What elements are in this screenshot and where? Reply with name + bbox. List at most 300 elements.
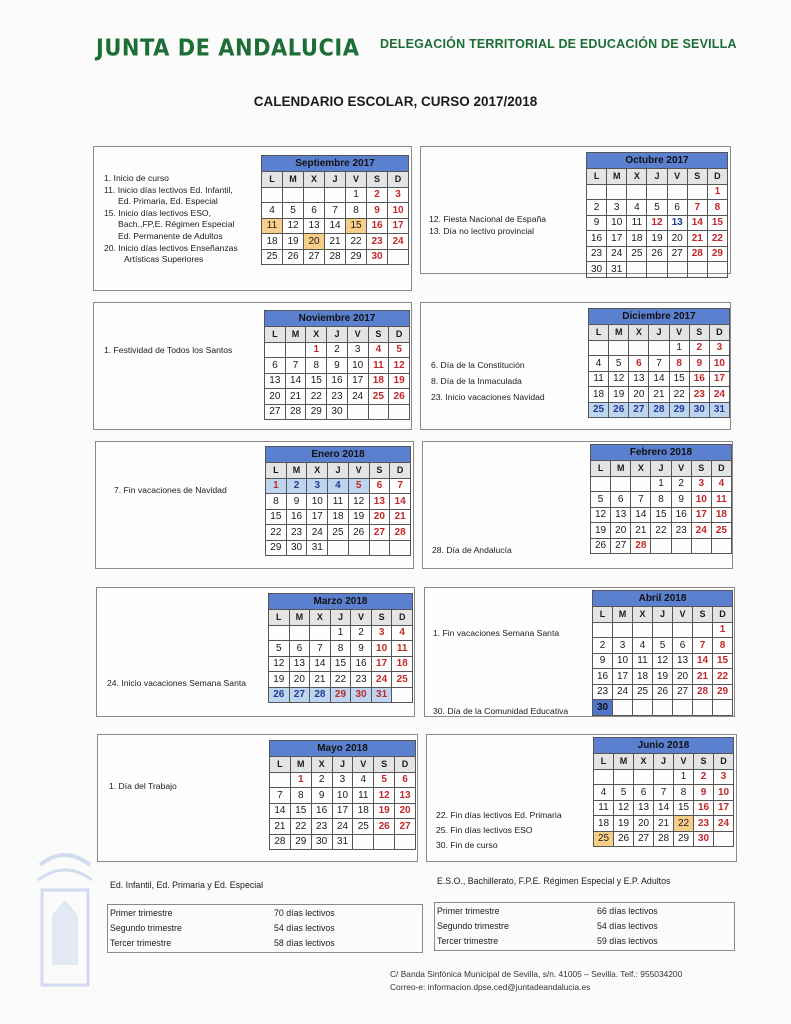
weekday-header: L [270,757,291,773]
day-cell: 20 [395,803,416,819]
day-cell: 7 [270,788,291,804]
note: 20. Inicio días lectivos Enseñanzas [104,242,238,253]
note: 1. Inicio de curso [104,173,169,183]
day-cell: 22 [330,672,351,688]
day-cell: 21 [649,387,669,403]
watermark-emblem [30,845,100,995]
day-cell: 30 [327,404,348,420]
day-cell: 19 [609,387,629,403]
weekday-header: S [367,172,388,188]
weekday-header: J [649,325,669,341]
day-cell: 4 [594,785,614,801]
day-cell: 9 [311,788,332,804]
weekday-header: V [346,172,367,188]
weekday-header: D [707,169,727,185]
day-cell: 16 [351,656,372,672]
day-cell: 14 [325,218,346,234]
weekday-header: S [687,169,707,185]
day-cell: 28 [649,402,669,418]
notes-enero [114,485,227,497]
day-cell: 21 [687,231,707,247]
day-cell: 1 [290,772,311,788]
days-count: 54 días lectivos [274,923,335,933]
summary-left-title: Ed. Infantil, Ed. Primaria y Ed. Especial [110,880,264,890]
day-cell: 31 [332,834,353,850]
weekday-header: X [634,754,654,770]
day-cell: 16 [694,800,714,816]
day-cell: 1 [651,476,671,492]
day-cell: 8 [330,641,351,657]
day-cell: 24 [607,246,627,262]
calendar-diciembre [588,308,730,418]
day-cell: 13 [634,800,654,816]
day-cell: 7 [310,641,331,657]
day-cell: 12 [348,494,369,510]
weekday-header: J [332,757,353,773]
weekday-header: J [327,327,348,343]
day-cell: 16 [593,669,613,685]
weekday-header: D [392,610,413,626]
day-cell: 5 [609,356,629,372]
day-cell: 20 [673,669,693,685]
day-cell: 24 [714,816,734,832]
month-title: Septiembre 2017 [262,156,409,172]
day-cell: 10 [371,641,392,657]
day-cell: 3 [332,772,353,788]
day-cell: 5 [591,492,611,508]
weekday-header: V [667,169,687,185]
day-cell: 4 [262,203,283,219]
weekday-header: D [714,754,734,770]
weekday-header: D [713,607,733,623]
day-cell: 1 [674,769,694,785]
calendar-abril [592,590,733,716]
day-cell: 18 [589,387,609,403]
day-cell: 22 [674,816,694,832]
weekday-header: L [269,610,290,626]
note: 11. Inicio días lectivos Ed. Infantil, [104,184,233,195]
weekday-header: S [693,607,713,623]
term-label: Segundo trimestre [110,923,182,933]
day-cell: 11 [711,492,731,508]
day-cell: 8 [290,788,311,804]
day-cell: 15 [346,218,367,234]
weekday-header: V [671,461,691,477]
day-cell: 26 [647,246,667,262]
day-cell: 24 [347,389,368,405]
day-cell: 26 [269,687,290,703]
day-cell: 8 [669,356,689,372]
day-cell: 1 [669,340,689,356]
day-cell: 3 [371,625,392,641]
day-cell: 9 [694,785,714,801]
day-cell: 9 [327,358,348,374]
calendar-octubre [586,152,728,278]
month-title: Junio 2018 [594,738,734,754]
day-cell: 20 [634,816,654,832]
day-cell: 11 [328,494,349,510]
day-cell: 9 [351,641,372,657]
day-cell: 22 [290,819,311,835]
days-count: 70 días lectivos [274,908,335,918]
summary-row [437,935,734,950]
day-cell: 13 [629,371,649,387]
day-cell: 19 [374,803,395,819]
day-cell: 14 [649,371,669,387]
day-cell: 6 [611,492,631,508]
day-cell: 9 [367,203,388,219]
day-cell: 23 [671,523,691,539]
day-cell: 6 [629,356,649,372]
weekday-header: V [674,754,694,770]
day-cell: 10 [714,785,734,801]
weekday-header: X [304,172,325,188]
day-cell: 7 [390,478,411,494]
note: Ed. Permanente de Adultos [118,230,223,241]
day-cell: 27 [629,402,649,418]
day-cell: 29 [713,684,733,700]
day-cell: 7 [693,638,713,654]
day-cell: 31 [607,262,627,278]
weekday-header: M [286,463,307,479]
day-cell: 29 [346,249,367,265]
day-cell: 21 [693,669,713,685]
day-cell: 16 [587,231,607,247]
day-cell: 30 [587,262,607,278]
day-cell: 3 [607,200,627,216]
day-cell: 11 [633,653,653,669]
day-cell: 28 [693,684,713,700]
day-cell: 17 [607,231,627,247]
day-cell: 27 [611,538,631,554]
day-cell: 29 [306,404,327,420]
day-cell: 3 [347,342,368,358]
day-cell: 6 [304,203,325,219]
day-cell: 3 [307,478,328,494]
day-cell: 10 [388,203,409,219]
day-cell: 5 [647,200,667,216]
day-cell: 26 [348,525,369,541]
weekday-header: M [611,461,631,477]
day-cell: 15 [674,800,694,816]
junta-logo: JUNTA DE ANDALUCIA [96,34,360,61]
day-cell: 29 [707,246,727,262]
day-cell: 21 [310,672,331,688]
day-cell: 28 [687,246,707,262]
notes-febrero [432,545,512,557]
day-cell: 22 [707,231,727,247]
day-cell: 28 [654,831,674,847]
weekday-header: M [289,610,310,626]
notes-noviembre [104,345,232,357]
day-cell: 24 [613,684,633,700]
day-cell: 6 [634,785,654,801]
weekday-header: X [629,325,649,341]
day-cell: 2 [286,478,307,494]
day-cell: 18 [368,373,389,389]
term-label: Primer trimestre [437,906,500,916]
day-cell: 25 [633,684,653,700]
day-cell: 15 [290,803,311,819]
weekday-header: J [653,607,673,623]
summary-right-table [434,902,735,951]
day-cell: 21 [285,389,306,405]
day-cell: 2 [367,187,388,203]
weekday-header: M [607,169,627,185]
notes-septiembre [104,173,238,266]
month-title: Marzo 2018 [269,594,413,610]
day-cell: 15 [306,373,327,389]
day-cell: 12 [647,215,667,231]
day-cell: 13 [395,788,416,804]
note: 30. Día de la Comunidad Educativa [433,706,569,716]
weekday-header: L [266,463,287,479]
day-cell: 8 [713,638,733,654]
day-cell: 23 [689,387,709,403]
day-cell: 24 [332,819,353,835]
summary-right-title: E.S.O., Bachillerato, F.P.E. Régimen Especial y E.P. Adultos [437,876,671,886]
note: 1. Festividad de Todos los Santos [104,345,233,355]
day-cell: 16 [689,371,709,387]
term-label: Segundo trimestre [437,921,509,931]
day-cell: 14 [631,507,651,523]
day-cell: 6 [289,641,310,657]
days-count: 66 días lectivos [597,906,658,916]
day-cell: 24 [388,234,409,250]
weekday-header: J [654,754,674,770]
day-cell: 5 [389,342,410,358]
days-count: 58 días lectivos [274,938,335,948]
days-count: 59 días lectivos [597,936,658,946]
notes-abril-1 [433,628,559,640]
day-cell: 4 [627,200,647,216]
day-cell: 17 [709,371,729,387]
day-cell: 30 [311,834,332,850]
day-cell: 20 [289,672,310,688]
day-cell: 18 [262,234,283,250]
month-title: Enero 2018 [266,447,411,463]
weekday-header: M [613,607,633,623]
day-cell: 18 [328,509,349,525]
day-cell: 15 [669,371,689,387]
day-cell: 10 [709,356,729,372]
day-cell: 12 [653,653,673,669]
day-cell: 1 [266,478,287,494]
month-title: Diciembre 2017 [589,309,730,325]
day-cell: 14 [270,803,291,819]
day-cell: 16 [286,509,307,525]
day-cell: 4 [368,342,389,358]
day-cell: 3 [714,769,734,785]
day-cell: 20 [304,234,325,250]
day-cell: 19 [389,373,410,389]
day-cell: 18 [392,656,413,672]
weekday-header: S [369,463,390,479]
day-cell: 25 [392,672,413,688]
weekday-header: D [388,172,409,188]
day-cell: 7 [631,492,651,508]
day-cell: 14 [693,653,713,669]
day-cell: 7 [285,358,306,374]
day-cell: 28 [310,687,331,703]
day-cell: 22 [306,389,327,405]
day-cell: 27 [673,684,693,700]
day-cell: 18 [633,669,653,685]
note: 8. Día de la Inmaculada [431,375,522,386]
day-cell: 25 [262,249,283,265]
day-cell: 19 [614,816,634,832]
day-cell: 7 [687,200,707,216]
weekday-header: L [589,325,609,341]
day-cell: 21 [270,819,291,835]
day-cell: 4 [353,772,374,788]
month-title: Febrero 2018 [591,445,732,461]
weekday-header: M [290,757,311,773]
day-cell: 29 [290,834,311,850]
day-cell: 23 [367,234,388,250]
day-cell: 26 [609,402,629,418]
day-cell: 6 [667,200,687,216]
day-cell: 19 [269,672,290,688]
day-cell: 17 [691,507,711,523]
day-cell: 30 [593,700,613,716]
department-name: DELEGACIÓN TERRITORIAL DE EDUCACIÓN DE SEVILLA [380,37,737,51]
day-cell: 22 [713,669,733,685]
weekday-header: M [609,325,629,341]
day-cell: 24 [691,523,711,539]
notes-junio [436,808,562,853]
day-cell: 31 [709,402,729,418]
weekday-header: D [709,325,729,341]
day-cell: 20 [667,231,687,247]
day-cell: 26 [374,819,395,835]
weekday-header: D [389,327,410,343]
weekday-header: J [325,172,346,188]
day-cell: 13 [673,653,693,669]
month-title: Octubre 2017 [587,153,728,169]
day-cell: 30 [286,540,307,556]
calendar-septiembre [261,155,409,265]
weekday-header: X [627,169,647,185]
day-cell: 12 [269,656,290,672]
weekday-header: X [631,461,651,477]
weekday-header: X [307,463,328,479]
day-cell: 29 [330,687,351,703]
weekday-header: D [711,461,731,477]
day-cell: 21 [390,509,411,525]
day-cell: 31 [307,540,328,556]
footer-email: Correo-e: informacion.dpse.ced@juntadeandalucia.es [390,982,591,992]
weekday-header: V [673,607,693,623]
weekday-header: J [328,463,349,479]
weekday-header: X [311,757,332,773]
day-cell: 21 [631,523,651,539]
day-cell: 3 [709,340,729,356]
day-cell: 1 [713,622,733,638]
day-cell: 5 [348,478,369,494]
day-cell: 16 [671,507,691,523]
day-cell: 16 [327,373,348,389]
term-label: Tercer trimestre [437,936,499,946]
day-cell: 31 [371,687,392,703]
day-cell: 11 [353,788,374,804]
weekday-header: X [633,607,653,623]
day-cell: 10 [607,215,627,231]
day-cell: 23 [593,684,613,700]
day-cell: 11 [589,371,609,387]
day-cell: 15 [330,656,351,672]
day-cell: 1 [306,342,327,358]
day-cell: 12 [389,358,410,374]
day-cell: 25 [368,389,389,405]
note: 15. Inicio días lectivos ESO, [104,207,211,218]
day-cell: 17 [388,218,409,234]
day-cell: 8 [707,200,727,216]
day-cell: 22 [346,234,367,250]
day-cell: 8 [651,492,671,508]
day-cell: 19 [348,509,369,525]
day-cell: 28 [285,404,306,420]
month-title: Abril 2018 [593,591,733,607]
weekday-header: V [669,325,689,341]
weekday-header: L [593,607,613,623]
day-cell: 19 [647,231,667,247]
weekday-header: X [310,610,331,626]
day-cell: 14 [285,373,306,389]
weekday-header: S [689,325,709,341]
day-cell: 21 [654,816,674,832]
day-cell: 19 [653,669,673,685]
notes-mayo [109,781,177,793]
day-cell: 27 [634,831,654,847]
summary-row [110,937,422,952]
weekday-header: S [691,461,711,477]
day-cell: 2 [689,340,709,356]
day-cell: 6 [395,772,416,788]
day-cell: 25 [594,831,614,847]
day-cell: 29 [266,540,287,556]
weekday-header: L [591,461,611,477]
day-cell: 24 [371,672,392,688]
note: 6. Día de la Constitución [431,360,525,370]
day-cell: 10 [691,492,711,508]
day-cell: 14 [654,800,674,816]
term-label: Tercer trimestre [110,938,172,948]
day-cell: 24 [307,525,328,541]
weekday-header: L [587,169,607,185]
day-cell: 20 [629,387,649,403]
day-cell: 15 [266,509,287,525]
note: 1. Día del Trabajo [109,781,177,791]
day-cell: 17 [613,669,633,685]
weekday-header: S [694,754,714,770]
day-cell: 11 [262,218,283,234]
day-cell: 18 [627,231,647,247]
day-cell: 9 [689,356,709,372]
day-cell: 3 [691,476,711,492]
day-cell: 2 [694,769,714,785]
day-cell: 29 [669,402,689,418]
day-cell: 12 [283,218,304,234]
weekday-header: L [594,754,614,770]
note: 1. Fin vacaciones Semana Santa [433,628,560,638]
day-cell: 10 [613,653,633,669]
calendar-noviembre [264,310,410,420]
weekday-header: S [368,327,389,343]
day-cell: 20 [611,523,631,539]
term-label: Primer trimestre [110,908,173,918]
note: 12. Fiesta Nacional de España [429,214,547,224]
